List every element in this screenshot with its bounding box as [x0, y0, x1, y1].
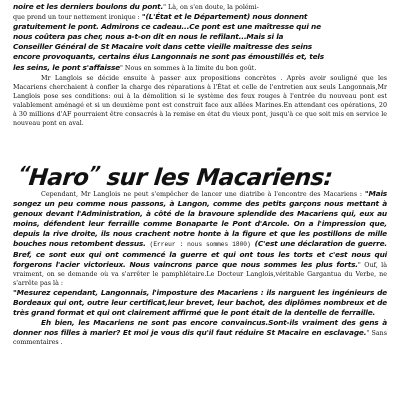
body-text: " Nous en sommes à la limite du bon goût.: [119, 64, 257, 72]
handwritten-quote: "Mesurez cependant, Langonnais, l'imposture des Macariens : ils narguent les ingénieurs de Bordeaux qui ont, outre leur certificat,leur brevet, leur bachot, des diplômes nombreux et de très grand format et qui ont clairement affirmé que le pont était de la dentelle de ferraille.: [13, 287, 387, 318]
handwritten-quote: Conseiller Général de St Macaire voit dans cette vieille maîtresse des seins: [13, 42, 312, 52]
proposals-paragraph: [13, 74, 387, 129]
handwritten-quote: noire et les derniers boulons du pont.: [13, 2, 164, 11]
body-text: Mr Langlois se décide ensuite à passer aux propositions concrètes . Après avoir souligné que les Macariens cherchaient à confier la charge des réparations à l'État et celle de l'entretien aux seuls Langonnais,Mr Langlois pose ses conditions: oui à la démolition si le système des feux rouges à l'entrée du nouveau pont est valablement aménagé et si un deuxième pont est construit face aux allées Marines.En attendant ces opérations, 20 à 30 millions d'AF pourraient être consacrés à la remise en état du vieux pont, jusqu'à ce que soit mis en service le nouveau pont en aval.: [13, 75, 387, 128]
body-text: " Sans commentaires .: [13, 330, 388, 347]
body-text: que prend un tour nettement ironique :: [13, 14, 142, 22]
handwritten-quote: les seins, le pont s'affaisse: [13, 62, 120, 72]
handwritten-quote: Eh bien, les Macariens ne sont pas encore convaincus.Sont-ils vraiment des gens à donner nos filles à marier? Et moi je vous dis qu'il faut réduire St Macaire en esclavage.: [13, 318, 387, 338]
handwritten-quote: "(L'État et le Département) nous donnent: [141, 12, 308, 22]
opening-paragraph: [13, 2, 387, 73]
editor-note: (Erreur : nous sommes 1800): [145, 241, 255, 249]
heading-haro: Haro: [27, 165, 90, 191]
body-text: " Là, on s'en doute, la polémi-: [163, 4, 259, 11]
diatribe-section: [13, 189, 387, 348]
handwritten-quote: (C'est une déclaration de guerre. Bref, ce sont eux qui ont commencé la guerre et qui ont tous les torts et c'est nous qui forgerons l'acier victorieux. Nous vaincrons parce que nous sommes les plus forts.: [13, 239, 387, 269]
body-text: Cependant, Mr Langlois ne peut s'empêcher de lancer une diatribe à l'encontre des Macariens :: [41, 191, 365, 198]
heading-rest: sur les Macariens:: [98, 165, 334, 191]
handwritten-quote: nous coûtera pas cher, nous a-t-on dit en nous le refilant...Mais si la: [13, 32, 284, 42]
handwritten-quote: encore provoquants, certains élus Langonnais ne sont pas émoustillés et, tels: [13, 52, 324, 62]
section-heading: “Haro” sur les Macariens:: [17, 163, 334, 191]
handwritten-quote: gratuitement le pont. Admirons ce cadeau...Ce pont est une maîtresse qui ne: [13, 22, 321, 32]
body-text: " Ouf, là vraiment, on se demande où va s'arrêter le pamphlétaire.Le Docteur Langlois,véritable Gargantua du Verbe, ne s'arrête pas là :: [13, 261, 387, 287]
handwritten-quote: "Mais songez un peu comme nous passons, à Langon, comme des petits garçons nous mettant à genoux devant l'Administration, à côté de la bravoure splendide des Macariens qui, eux au moins, défendent leur ferraille comme Bonaparte le Pont d'Arcole. On a l'impression que, depuis la rive droite, ils nous crachent notre honte à la figure et que les postillons de mille bouches nous retombent dessus.: [13, 189, 387, 249]
